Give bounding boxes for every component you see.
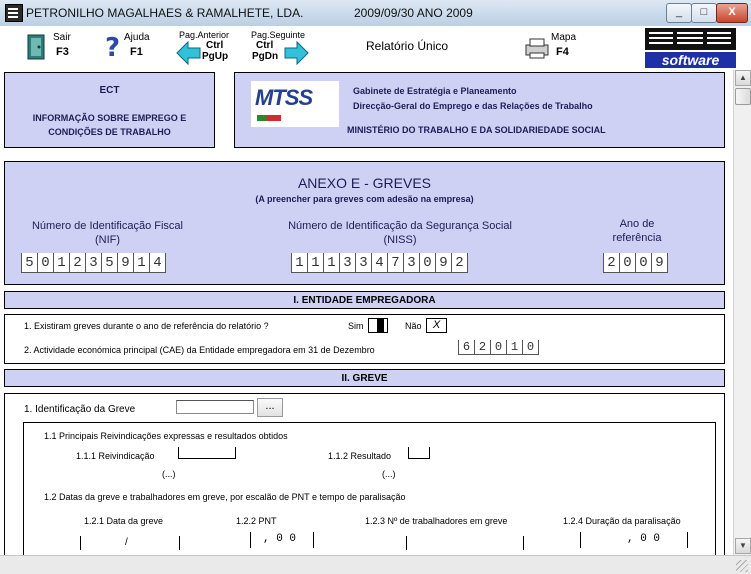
resize-grip-icon[interactable] — [736, 560, 748, 572]
report-title: Relatório Único — [366, 39, 449, 53]
reivindicacao-field[interactable] — [178, 447, 236, 459]
info-line2: CONDIÇÕES DE TRABALHO — [48, 127, 171, 137]
year-digit[interactable]: 0 — [635, 253, 651, 273]
cae-digit[interactable]: 6 — [458, 340, 474, 355]
logo-text: software — [645, 52, 736, 68]
section1-body — [4, 314, 725, 364]
niss-sublabel: (NISS) — [383, 234, 417, 246]
mtss-logo: MTSS — [251, 81, 339, 127]
annex-panel — [4, 161, 725, 285]
nif-digit[interactable]: 1 — [133, 253, 149, 273]
niss-digit[interactable]: 2 — [451, 253, 467, 273]
status-bar — [0, 555, 751, 574]
niss-digit[interactable]: 0 — [419, 253, 435, 273]
greve-id-input[interactable] — [176, 400, 254, 414]
next-page-button[interactable]: Pag.Seguinte Ctrl PgDn — [251, 30, 313, 68]
duration-field[interactable]: , 0 0 — [580, 532, 688, 548]
title-bar — [0, 0, 751, 27]
niss-digit[interactable]: 1 — [323, 253, 339, 273]
niss-digit[interactable]: 3 — [403, 253, 419, 273]
nif-digit[interactable]: 9 — [117, 253, 133, 273]
previous-page-button[interactable]: Pag.Anterior Ctrl PgUp — [176, 30, 238, 68]
nif-digit[interactable]: 3 — [85, 253, 101, 273]
cae-field[interactable] — [458, 340, 539, 355]
question-mark-icon — [103, 32, 123, 62]
greve-detail-box — [23, 422, 716, 555]
nif-digit[interactable]: 4 — [149, 253, 165, 273]
nif-digit[interactable]: 1 — [53, 253, 69, 273]
browse-button[interactable]: ... — [257, 398, 283, 417]
nao-label: Não — [405, 321, 422, 331]
q111-label: 1.1.1 Reivindicação — [76, 451, 155, 461]
exit-button[interactable]: Sair F3 — [26, 32, 72, 66]
year-digit[interactable]: 9 — [651, 253, 667, 273]
svg-text:?: ? — [105, 33, 121, 62]
year-label: Ano de — [619, 218, 655, 230]
col-data-label: 1.2.1 Data da greve — [84, 516, 164, 526]
pnt-field[interactable]: , 0 0 — [250, 532, 314, 548]
nif-sublabel: (NIF) — [94, 234, 121, 246]
flag-icon — [257, 115, 281, 121]
col-duration-label: 1.2.4 Duração da paralisação — [563, 516, 681, 526]
nif-digit[interactable]: 5 — [101, 253, 117, 273]
map-button[interactable]: Mapa F4 — [524, 32, 584, 66]
nao-checkbox[interactable]: X — [426, 318, 447, 333]
gov-line2: Direcção-Geral do Emprego e das Relações de Trabalho — [353, 101, 593, 111]
company-name: PETRONILHO MAGALHAES & RAMALHETE, LDA. — [26, 6, 304, 20]
resultado-more[interactable]: (...) — [382, 469, 396, 479]
q2-label: 2. Actividade económica principal (CAE) da Entidade empregadora em 31 de Dezembro — [24, 345, 375, 355]
resultado-field[interactable] — [408, 447, 430, 459]
help-button[interactable]: ? Ajuda F1 — [105, 32, 150, 62]
col-pnt-label: 1.2.2 PNT — [236, 516, 277, 526]
q12-label: 1.2 Datas da greve e trabalhadores em greve, por escalão de PNT e tempo de paralisação — [44, 492, 406, 502]
nif-digit[interactable]: 5 — [21, 253, 37, 273]
nif-digit[interactable]: 2 — [69, 253, 85, 273]
year-sublabel: referência — [612, 232, 662, 244]
minimize-button[interactable]: _ — [666, 3, 692, 23]
arrow-right-icon — [283, 40, 309, 66]
close-button[interactable]: X — [716, 3, 748, 23]
date-label: 2009/09/30 ANO 2009 — [354, 6, 473, 20]
vendor-logo — [643, 26, 738, 69]
ministry-name: MINISTÉRIO DO TRABALHO E DA SOLIDARIEDADE SOCIAL — [347, 125, 606, 135]
niss-field[interactable] — [291, 253, 468, 273]
app-icon — [5, 4, 23, 22]
toolbar — [0, 26, 751, 71]
gov-line1: Gabinete de Estratégia e Planeamento — [353, 86, 517, 96]
cae-digit[interactable]: 2 — [474, 340, 490, 355]
cae-digit[interactable]: 1 — [506, 340, 522, 355]
info-line1: INFORMAÇÃO SOBRE EMPREGO E — [32, 113, 187, 123]
door-icon — [26, 34, 46, 60]
vertical-scrollbar[interactable] — [733, 70, 751, 555]
annex-title: ANEXO E - GREVES — [297, 175, 432, 191]
niss-label: Número de Identificação da Segurança Social — [288, 220, 512, 232]
scroll-down-button[interactable]: ▼ — [735, 538, 751, 554]
niss-digit[interactable]: 1 — [307, 253, 323, 273]
section2-body — [4, 393, 725, 555]
scroll-thumb[interactable] — [735, 88, 751, 105]
niss-digit[interactable]: 1 — [291, 253, 307, 273]
sim-label: Sim — [348, 321, 364, 331]
nif-field[interactable] — [21, 253, 166, 273]
printer-icon — [524, 36, 552, 60]
workers-field[interactable] — [406, 536, 524, 550]
cae-digit[interactable]: 0 — [490, 340, 506, 355]
niss-digit[interactable]: 9 — [435, 253, 451, 273]
q1-label: 1. Existiram greves durante o ano de referência do relatório ? — [24, 321, 269, 331]
data-greve-field[interactable]: / — [80, 536, 180, 550]
col-workers-label: 1.2.3 Nº de trabalhadores em greve — [365, 516, 508, 526]
section2-header: II. GREVE — [4, 369, 725, 387]
maximize-button[interactable]: □ — [691, 3, 717, 23]
q11-label: 1.1 Principais Reivindicações expressas e resultados obtidos — [44, 431, 288, 441]
niss-digit[interactable]: 7 — [387, 253, 403, 273]
annex-subtitle: (A preencher para greves com adesão na empresa) — [255, 194, 474, 204]
year-digit[interactable]: 0 — [619, 253, 635, 273]
form-content — [0, 70, 733, 555]
niss-digit[interactable]: 3 — [355, 253, 371, 273]
scroll-up-button[interactable]: ▲ — [735, 70, 751, 86]
ect-panel — [4, 72, 215, 148]
arrow-left-icon — [176, 40, 202, 66]
section1-header: I. ENTIDADE EMPREGADORA — [4, 291, 725, 309]
niss-digit[interactable]: 3 — [339, 253, 355, 273]
pmr-logo-icon — [645, 26, 736, 52]
reivindicacao-more[interactable]: (...) — [162, 469, 176, 479]
q112-label: 1.1.2 Resultado — [328, 451, 392, 461]
nif-digit[interactable]: 0 — [37, 253, 53, 273]
ministry-panel — [234, 72, 725, 148]
year-field[interactable] — [603, 253, 668, 273]
niss-digit[interactable]: 4 — [371, 253, 387, 273]
year-digit[interactable]: 2 — [603, 253, 619, 273]
cae-digit[interactable]: 0 — [522, 340, 538, 355]
ect-label: ECT — [99, 85, 120, 96]
greve-id-label: 1. Identificação da Greve — [24, 404, 136, 415]
nif-label: Número de Identificação Fiscal — [31, 220, 183, 232]
sim-checkbox[interactable] — [368, 318, 388, 333]
